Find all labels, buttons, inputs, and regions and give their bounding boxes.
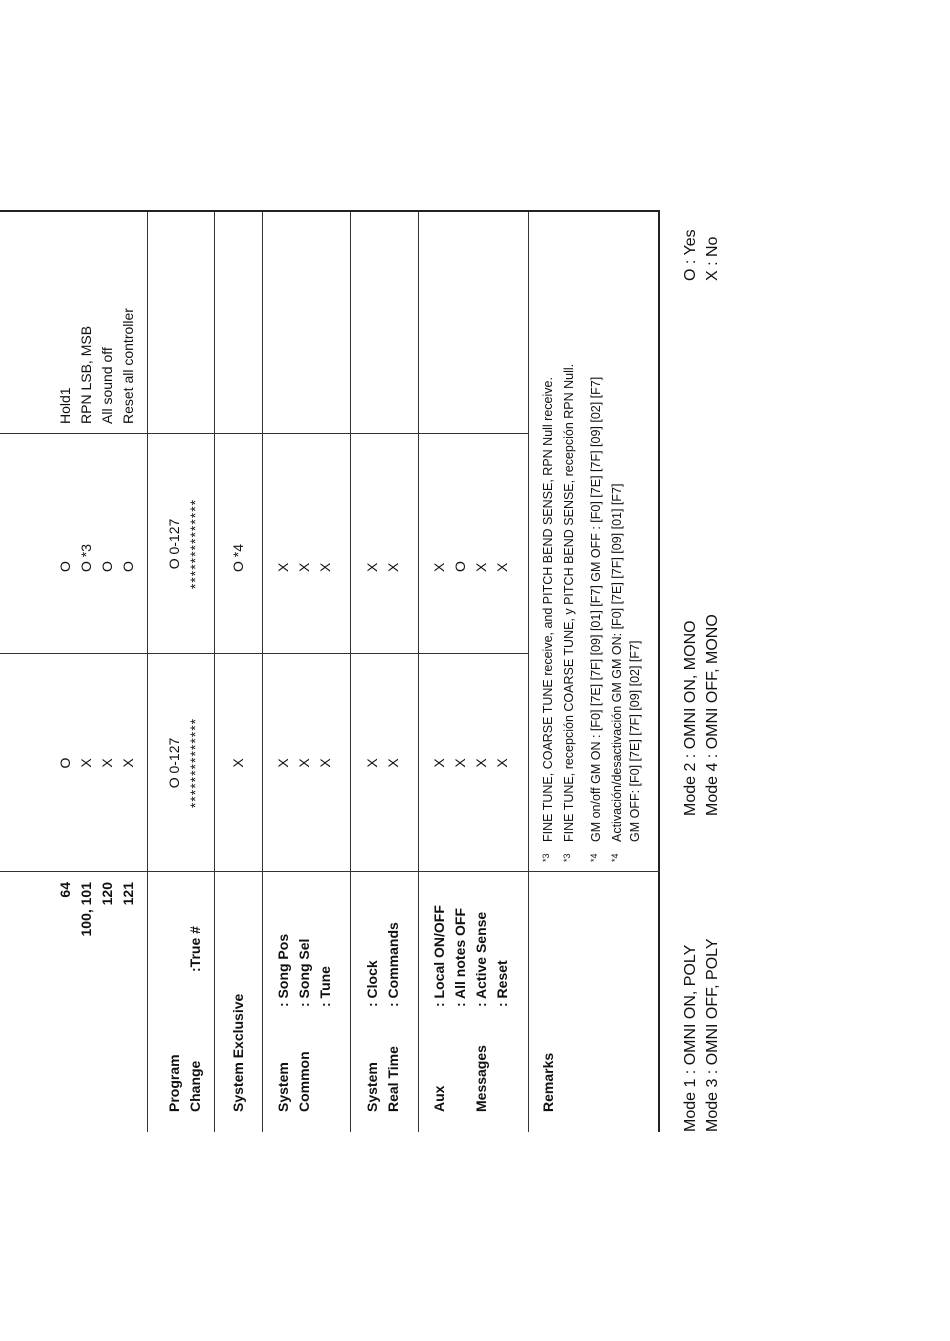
controller-number: 120 — [99, 882, 115, 906]
system-exclusive-label: System Exclusive — [230, 993, 246, 1112]
remark-mark: *4 — [610, 853, 620, 862]
recognized-value: X — [385, 562, 401, 572]
remark-line — [605, 484, 627, 862]
transmitted-value: X — [120, 758, 136, 768]
transmitted-value: X — [364, 758, 380, 768]
row-divider — [147, 212, 148, 1132]
controller-remark: RPN LSB, MSB — [78, 325, 94, 424]
system-common-label: Common — [296, 1051, 312, 1112]
controller-number: 64 — [57, 882, 73, 898]
transmitted-value: X — [99, 758, 115, 768]
recognized-value: X — [317, 562, 333, 572]
system-common-label: System — [275, 1062, 291, 1112]
messages-label: Messages — [473, 1045, 489, 1112]
controller-number: 121 — [120, 882, 136, 906]
system-common-item: : Tune — [317, 966, 333, 1007]
recognized-value: X — [494, 562, 510, 572]
remark-text: GM on/off GM ON : [F0] [7E] [7F] [09] [01] [F7] GM OFF : [F0] [7E] [7F] [09] [02] [F7] — [589, 376, 603, 842]
remark-text: FINE TUNE, recepción COARSE TUNE, y PITCH BEND SENSE, recepción RPN Null. — [562, 363, 576, 842]
transmitted-value: X — [78, 758, 94, 768]
remark-mark: *3 — [562, 853, 572, 862]
recognized-value: O *3 — [78, 543, 94, 572]
program-change-label: Change — [187, 1060, 203, 1112]
row-divider — [418, 212, 419, 1132]
remark-text: Activación/desactivación GM GM ON: [F0] [7E] [7F] [09] [01] [F7] — [610, 483, 624, 842]
mode-1-label: Mode 1 : OMNI ON, POLY — [682, 944, 699, 1132]
system-realtime-label: Real Time — [385, 1046, 401, 1112]
transmitted-value: X — [385, 758, 401, 768]
aux-item: : Local ON/OFF — [431, 905, 447, 1007]
system-realtime-item: : Clock — [364, 960, 380, 1007]
recognized-value: O — [120, 561, 136, 572]
controller-number: 100, 101 — [78, 882, 94, 937]
controller-remark: Hold1 — [57, 387, 73, 424]
column-divider — [0, 433, 528, 434]
system-realtime-item: : Commands — [385, 922, 401, 1007]
remark-line — [584, 377, 606, 862]
controller-remark: All sound off — [99, 347, 115, 424]
transmitted-value: X — [452, 758, 468, 768]
recognized-value: X — [431, 562, 447, 572]
transmitted-value: O — [57, 757, 73, 769]
recognized-value: O — [452, 561, 468, 572]
transmitted-value: X — [296, 758, 312, 768]
row-divider — [214, 212, 215, 1132]
recognized-value: O 0-127 — [166, 518, 182, 570]
controller-remark: Reset all controller — [120, 308, 136, 424]
transmitted-value: X — [494, 758, 510, 768]
remark-mark: *4 — [589, 853, 599, 862]
remark-mark: *3 — [541, 853, 551, 862]
recognized-value: O — [99, 561, 115, 572]
transmitted-true-value: ************** — [187, 717, 203, 809]
program-change-label: Program — [166, 1054, 182, 1112]
aux-item: : Active Sense — [473, 911, 489, 1007]
row-divider — [528, 212, 529, 1132]
remark-line — [557, 364, 579, 862]
midi-implementation-table — [0, 210, 660, 1132]
transmitted-value: X — [275, 758, 291, 768]
yes-legend: O : Yes — [682, 229, 699, 281]
recognized-value: X — [473, 562, 489, 572]
mode-4-label: Mode 4 : OMNI OFF, MONO — [704, 614, 721, 816]
transmitted-value: X — [230, 758, 246, 768]
remark-line — [536, 377, 558, 862]
system-realtime-label: System — [364, 1062, 380, 1112]
remark-text: FINE TUNE, COARSE TUNE receive, and PITCH BEND SENSE, RPN Null receive. — [541, 377, 555, 842]
aux-label: Aux — [431, 1085, 447, 1112]
recognized-value: X — [296, 562, 312, 572]
row-divider — [350, 212, 351, 1132]
remark-line — [625, 641, 645, 862]
transmitted-value: X — [317, 758, 333, 768]
aux-item: : All notes OFF — [452, 907, 468, 1007]
true-number-label: :True # — [187, 926, 203, 972]
remark-text: GM OFF: [F0] [7E] [7F] [09] [02] [F7] — [628, 640, 642, 842]
transmitted-value: X — [431, 758, 447, 768]
recognized-value: O *4 — [230, 543, 246, 572]
remarks-label: Remarks — [540, 1052, 556, 1112]
recognized-true-value: ************** — [187, 498, 203, 590]
mode-2-label: Mode 2 : OMNI ON, MONO — [682, 620, 699, 816]
transmitted-value: X — [473, 758, 489, 768]
mode-3-label: Mode 3 : OMNI OFF, POLY — [704, 938, 721, 1132]
recognized-value: X — [275, 562, 291, 572]
aux-item: : Reset — [494, 960, 510, 1007]
row-divider — [262, 212, 263, 1132]
no-legend: X : No — [704, 236, 721, 281]
recognized-value: X — [364, 562, 380, 572]
system-common-item: : Song Pos — [275, 933, 291, 1007]
system-common-item: : Song Sel — [296, 938, 312, 1007]
recognized-value: O — [57, 561, 73, 572]
transmitted-value: O 0-127 — [166, 737, 182, 789]
